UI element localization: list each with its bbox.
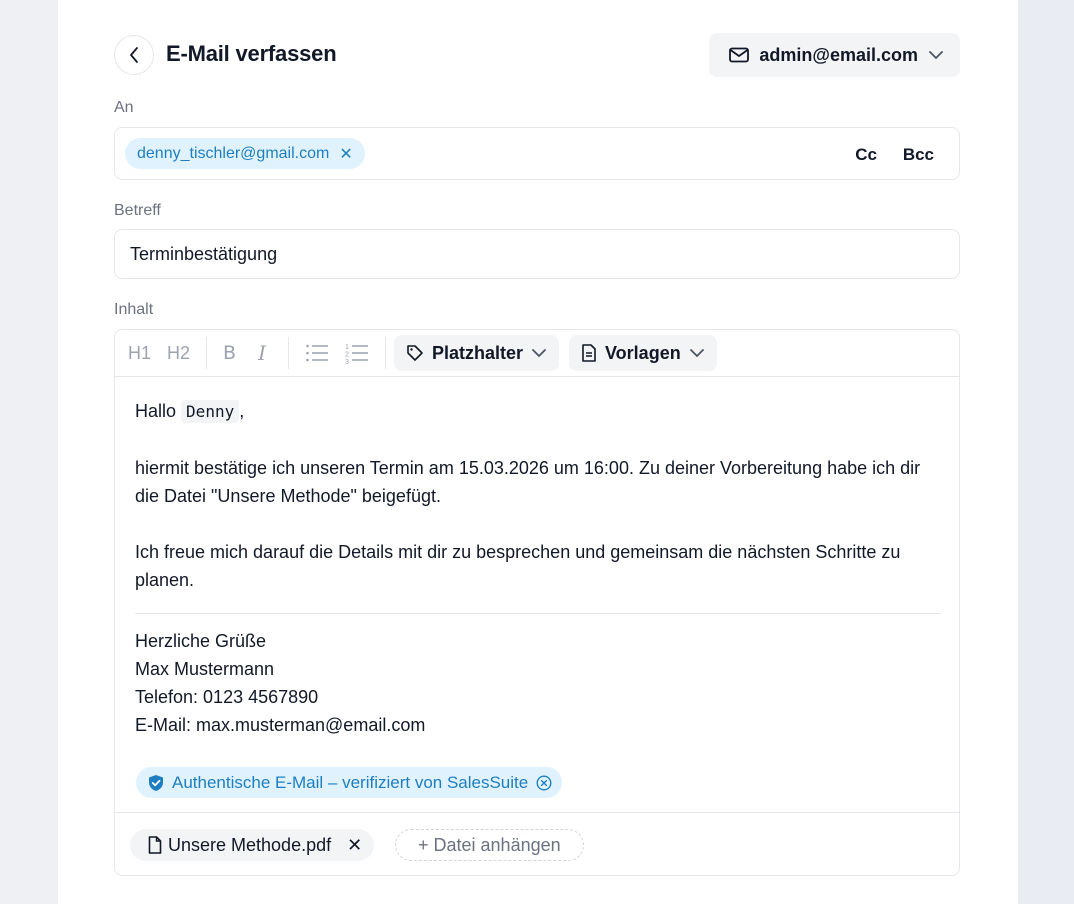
placeholder-label: Platzhalter	[431, 342, 524, 363]
editor-toolbar	[115, 330, 959, 377]
compose-panel	[58, 0, 1018, 904]
toolbar-divider	[385, 337, 386, 369]
signature-block	[135, 627, 425, 739]
bcc-button[interactable]: Bcc	[902, 145, 934, 164]
to-label: An	[114, 99, 134, 116]
back-button[interactable]	[114, 35, 154, 75]
content-label: Inhalt	[114, 301, 154, 318]
email-body[interactable]	[135, 397, 941, 622]
bullet-list-button[interactable]	[305, 343, 329, 363]
body-paragraph-1: hiermit bestätige ich unseren Termin am 15.03.2026 um 16:00. Zu deiner Vorbereitung habe ich dir die Datei "Unsere Methode" beigefügt.	[135, 458, 921, 506]
remove-recipient-icon[interactable]: ✕	[339, 145, 353, 163]
signature-divider	[135, 613, 941, 614]
svg-text:2: 2	[344, 351, 349, 359]
sender-email: admin@email.com	[759, 44, 918, 65]
placeholder-dropdown[interactable]	[394, 335, 559, 371]
envelope-icon	[729, 47, 749, 63]
compose-header	[114, 33, 960, 77]
svg-text:3: 3	[344, 359, 349, 364]
sender-select[interactable]	[709, 33, 960, 77]
numbered-list-button[interactable]	[345, 342, 369, 364]
greeting-line	[135, 397, 941, 426]
subject-label: Betreff	[114, 202, 161, 219]
page-title: E-Mail verfassen	[166, 41, 337, 66]
italic-button[interactable]: I	[258, 341, 266, 365]
greeting-text: Hallo	[135, 401, 177, 421]
signature-line: Max Mustermann	[135, 659, 275, 679]
toolbar-divider	[288, 337, 289, 369]
attach-file-button[interactable]: + Datei anhängen	[395, 829, 584, 861]
shield-check-icon	[148, 774, 164, 792]
heading1-button[interactable]: H1	[128, 342, 152, 363]
svg-text:1: 1	[344, 344, 349, 351]
subject-input[interactable]: Terminbestätigung	[114, 229, 960, 279]
recipient-chip	[125, 138, 365, 169]
tag-icon	[406, 344, 424, 362]
recipient-email: denny_tischler@gmail.com	[137, 144, 330, 162]
numbered-list-icon	[345, 342, 369, 364]
cc-button[interactable]: Cc	[855, 145, 877, 164]
verification-text: Authentische E-Mail – verifiziert von SalesSuite	[172, 772, 529, 792]
signature-line: Telefon: 0123 4567890	[135, 687, 319, 707]
file-icon	[148, 836, 162, 854]
body-paragraph-2: Ich freue mich darauf die Details mit dir zu besprechen und gemeinsam die nächsten Schritte zu planen.	[135, 542, 901, 590]
signature-line: E-Mail: max.musterman@email.com	[135, 715, 426, 735]
toolbar-divider	[206, 337, 207, 369]
templates-label: Vorlagen	[605, 342, 681, 363]
bold-button[interactable]: B	[223, 342, 237, 364]
chevron-down-icon	[689, 348, 705, 358]
placeholder-token[interactable]: Denny	[181, 400, 239, 423]
heading2-button[interactable]: H2	[167, 342, 191, 363]
content-editor[interactable]	[114, 329, 960, 876]
chevron-down-icon	[928, 50, 944, 60]
document-icon	[581, 344, 597, 362]
to-field[interactable]	[114, 127, 960, 180]
bullet-list-icon	[305, 343, 329, 363]
attachment-name: Unsere Methode.pdf	[168, 834, 332, 855]
signature-line: Herzliche Grüße	[135, 631, 267, 651]
templates-dropdown[interactable]	[569, 335, 717, 371]
close-circle-icon[interactable]	[536, 775, 552, 791]
remove-attachment-icon[interactable]: ✕	[347, 834, 363, 855]
chevron-down-icon	[531, 348, 547, 358]
greeting-suffix: ,	[239, 401, 245, 421]
chevron-left-icon	[128, 46, 140, 64]
attachments-bar	[115, 812, 959, 876]
verification-badge	[136, 767, 562, 798]
attachment-chip[interactable]	[130, 829, 374, 861]
